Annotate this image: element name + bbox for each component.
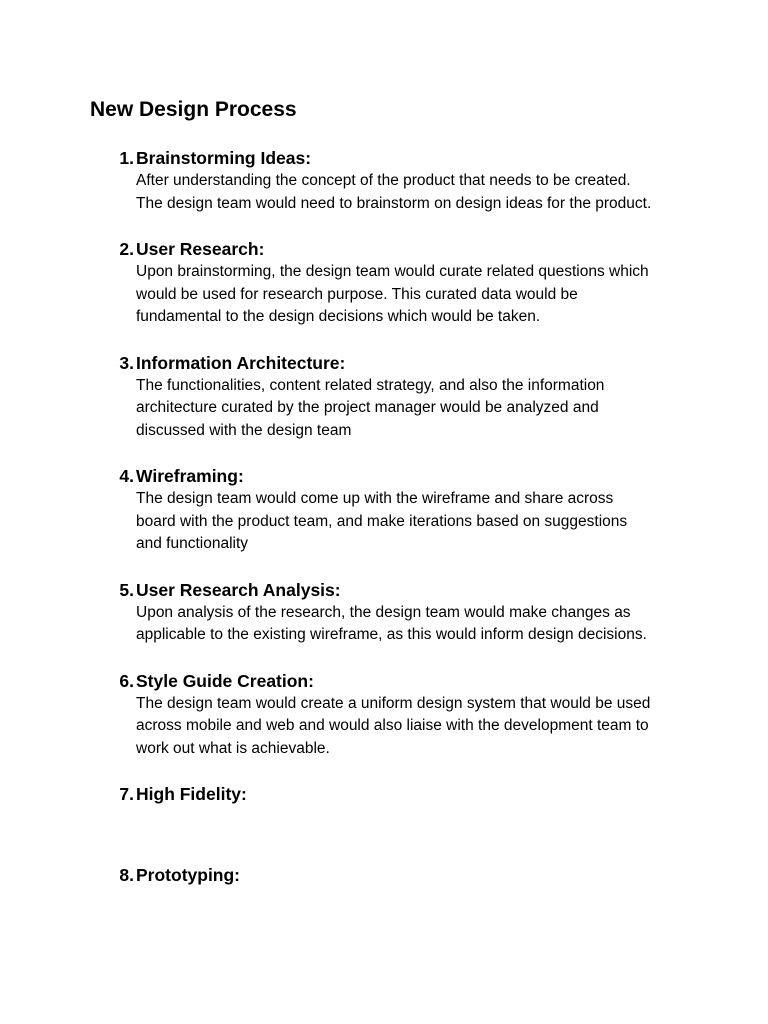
step-heading: Brainstorming Ideas: [136,148,312,168]
process-steps-list [119,146,696,944]
step-description [136,488,696,556]
process-step [119,464,696,556]
process-step [119,237,696,329]
step-description [136,693,696,761]
process-step [119,669,696,761]
process-step [119,578,696,647]
step-description [136,261,696,329]
step-description-line: architecture curated by the project manager would be analyzed and [136,399,599,416]
step-description-line: The functionalities, content related strategy, and also the information [136,376,605,394]
step-description-line: would be used for research purpose. This curated data would be [136,285,578,303]
step-description-line: Upon analysis of the research, the design team would make changes as [136,603,631,621]
process-step [119,782,696,806]
step-description-line: across mobile and web and would also liaise with the development team to [136,717,649,734]
step-number: 3. [119,352,134,373]
step-description-line: discussed with the design team [136,421,352,439]
process-step [119,351,696,443]
step-number: 7. [119,784,134,804]
step-description-line: and functionality [136,535,249,552]
step-description-line: applicable to the existing wireframe, as this would inform design decisions. [136,626,647,643]
step-heading: High Fidelity: [136,784,247,804]
step-heading: User Research: [136,239,265,259]
step-description-line: The design team would create a uniform design system that would be used [136,694,651,712]
step-description [136,170,696,215]
process-step [119,146,696,215]
step-description-line: fundamental to the design decisions which would be taken. [136,308,541,325]
step-description-line: After understanding the concept of the product that needs to be created. [136,172,631,189]
step-number: 4. [119,466,134,486]
step-description-line: work out what is achievable. [136,739,330,757]
step-heading: Wireframing: [136,466,244,486]
step-number: 5. [119,579,134,600]
step-number: 2. [119,239,134,259]
step-number: 6. [119,670,134,691]
step-heading: Style Guide Creation: [136,670,314,691]
step-heading: Prototyping: [136,865,241,885]
process-step [119,863,696,887]
step-description [136,602,696,647]
step-number: 8. [119,865,134,885]
step-description-line: The design team would need to brainstorm on design ideas for the product. [136,194,652,212]
step-description-line: Upon brainstorming, the design team would curate related questions which [136,263,649,280]
step-heading: User Research Analysis: [136,579,341,600]
step-heading: Information Architecture: [136,352,346,373]
step-number: 1. [119,148,134,168]
step-description [136,375,696,443]
document-title: New Design Process [90,98,297,121]
step-description-line: board with the product team, and make iterations based on suggestions [136,512,628,530]
step-description-line: The design team would come up with the wireframe and share across [136,490,614,507]
